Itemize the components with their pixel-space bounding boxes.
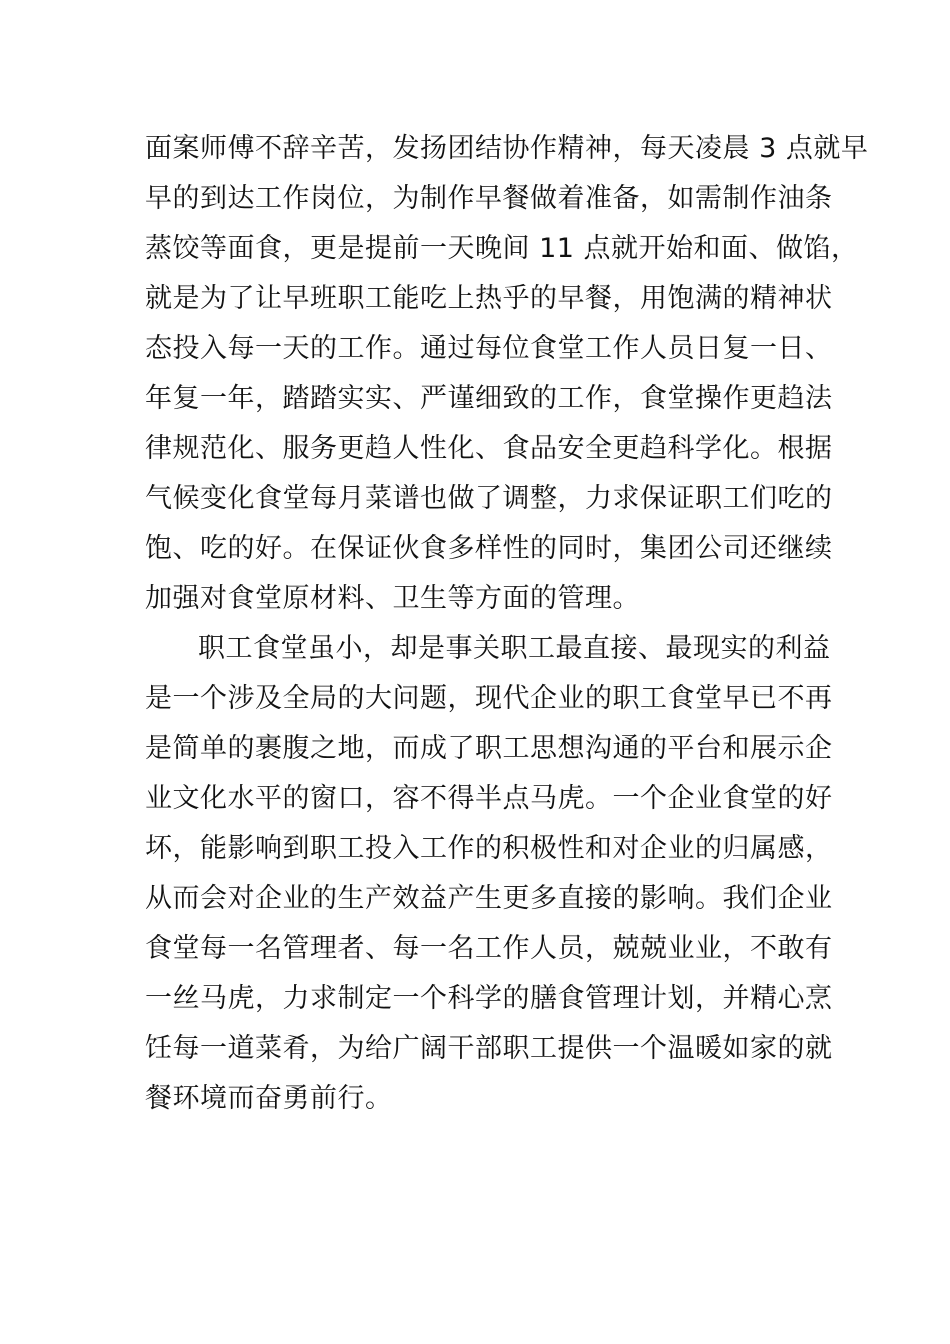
paragraph-2-line-9: 饪每一道菜肴，为给广阔干部职工提供一个温暖如家的就 [145,1033,833,1064]
paragraph-1-line-3: 蒸饺等面食，更是提前一天晚间 11 点就开始和面、做馅， [145,233,859,264]
paragraph-2-line-8: 一丝马虎，力求制定一个科学的膳食管理计划，并精心烹 [145,983,833,1014]
paragraph-1-line-8: 气候变化食堂每月菜谱也做了调整，力求保证职工们吃的 [145,483,833,514]
paragraph-1-line-5: 态投入每一天的工作。通过每位食堂工作人员日复一日、 [145,333,833,364]
paragraph-1-line-7: 律规范化、服务更趋人性化、食品安全更趋科学化。根据 [145,433,833,464]
paragraph-2-line-4: 业文化水平的窗口，容不得半点马虎。一个企业食堂的好 [145,783,833,814]
paragraph-2-line-6: 从而会对企业的生产效益产生更多直接的影响。我们企业 [145,883,833,914]
paragraph-2-line-1: 职工食堂虽小，却是事关职工最直接、最现实的利益 [198,633,831,664]
paragraph-1-line-6: 年复一年，踏踏实实、严谨细致的工作，食堂操作更趋法 [145,383,833,414]
paragraph-1-line-1: 面案师傅不辞辛苦，发扬团结协作精神，每天凌晨 3 点就早 [145,133,869,164]
paragraph-2-line-2: 是一个涉及全局的大问题，现代企业的职工食堂早已不再 [145,683,833,714]
paragraph-2-line-7: 食堂每一名管理者、每一名工作人员，兢兢业业，不敢有 [145,933,833,964]
paragraph-1-line-4: 就是为了让早班职工能吃上热乎的早餐，用饱满的精神状 [145,283,833,314]
paragraph-2-line-5: 坏，能影响到职工投入工作的积极性和对企业的归属感， [145,833,833,864]
paragraph-1-line-9: 饱、吃的好。在保证伙食多样性的同时，集团公司还继续 [145,533,833,564]
paragraph-2-line-10: 餐环境而奋勇前行。 [145,1083,393,1114]
paragraph-1-line-10: 加强对食堂原材料、卫生等方面的管理。 [145,583,640,614]
paragraph-2-line-3: 是简单的裹腹之地，而成了职工思想沟通的平台和展示企 [145,733,833,764]
paragraph-1-line-2: 早的到达工作岗位，为制作早餐做着准备，如需制作油条 [145,183,833,214]
